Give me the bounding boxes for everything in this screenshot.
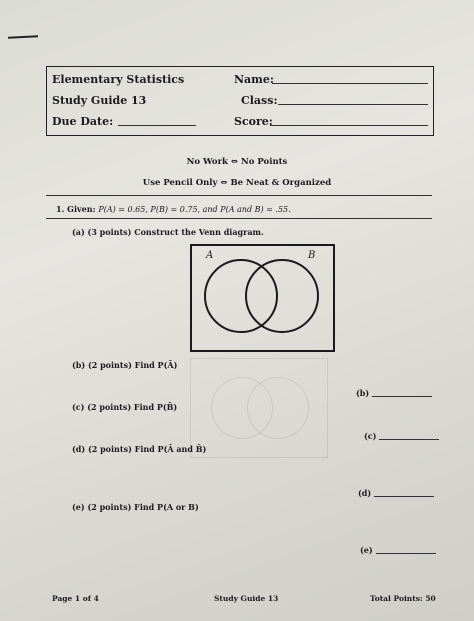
- given-prefix: Given:: [67, 204, 96, 214]
- name-label: Name:: [234, 73, 274, 86]
- venn-label-b: B: [308, 250, 316, 261]
- class-label: Class:: [241, 94, 278, 107]
- answer-c-line[interactable]: [379, 439, 439, 440]
- score-line[interactable]: [270, 125, 428, 126]
- answer-b[interactable]: [356, 388, 432, 398]
- due-date-label: Due Date:: [52, 115, 114, 128]
- name-line[interactable]: [272, 83, 428, 84]
- part-b-text: (b) (2 points) Find P(Ā): [72, 360, 178, 370]
- venn-diagram: [190, 244, 335, 352]
- answer-d[interactable]: [358, 488, 434, 498]
- answer-d-line[interactable]: [374, 496, 434, 497]
- given-values: P(A) = 0.65, P(B) = 0.75, and P(A and B) = .55.: [98, 205, 291, 214]
- score-label: Score:: [234, 115, 273, 128]
- answer-e-line[interactable]: [376, 553, 436, 554]
- part-c-text: (c) (2 points) Find P(B̄): [72, 402, 178, 412]
- guide-title: Study Guide 13: [52, 94, 147, 107]
- answer-c[interactable]: [364, 431, 439, 441]
- venn-label-a: A: [206, 250, 214, 261]
- bleed-through-diagram: [190, 358, 328, 458]
- no-work-note: No Work ⇔ No Points: [186, 157, 288, 167]
- pen-mark: [8, 35, 38, 39]
- rule-top: [46, 195, 432, 196]
- answer-b-line[interactable]: [372, 396, 432, 397]
- venn-circle-b: [245, 259, 319, 333]
- question-number: 1.: [56, 204, 65, 214]
- footer-total: Total Points: 50: [370, 594, 436, 603]
- footer-page: Page 1 of 4: [52, 594, 99, 603]
- answer-b-label: (b): [356, 388, 370, 398]
- part-a-text: (a) (3 points) Construct the Venn diagram.: [72, 227, 264, 237]
- part-e-text: (e) (2 points) Find P(A or B): [72, 502, 199, 512]
- question-1-given: [56, 204, 291, 214]
- ghost-circle-right: [247, 377, 309, 439]
- answer-d-label: (d): [358, 488, 372, 498]
- class-line[interactable]: [278, 104, 428, 105]
- rule-bottom: [46, 218, 432, 219]
- answer-e-label: (e): [360, 545, 373, 555]
- pencil-note: Use Pencil Only ⇔ Be Neat & Organized: [142, 178, 332, 188]
- footer-guide: Study Guide 13: [214, 594, 279, 603]
- answer-e[interactable]: [360, 545, 436, 555]
- due-date-line[interactable]: [118, 125, 196, 126]
- answer-c-label: (c): [364, 431, 377, 441]
- course-title: Elementary Statistics: [52, 73, 185, 86]
- part-d-text: (d) (2 points) Find P(Ā and B̄): [72, 444, 207, 454]
